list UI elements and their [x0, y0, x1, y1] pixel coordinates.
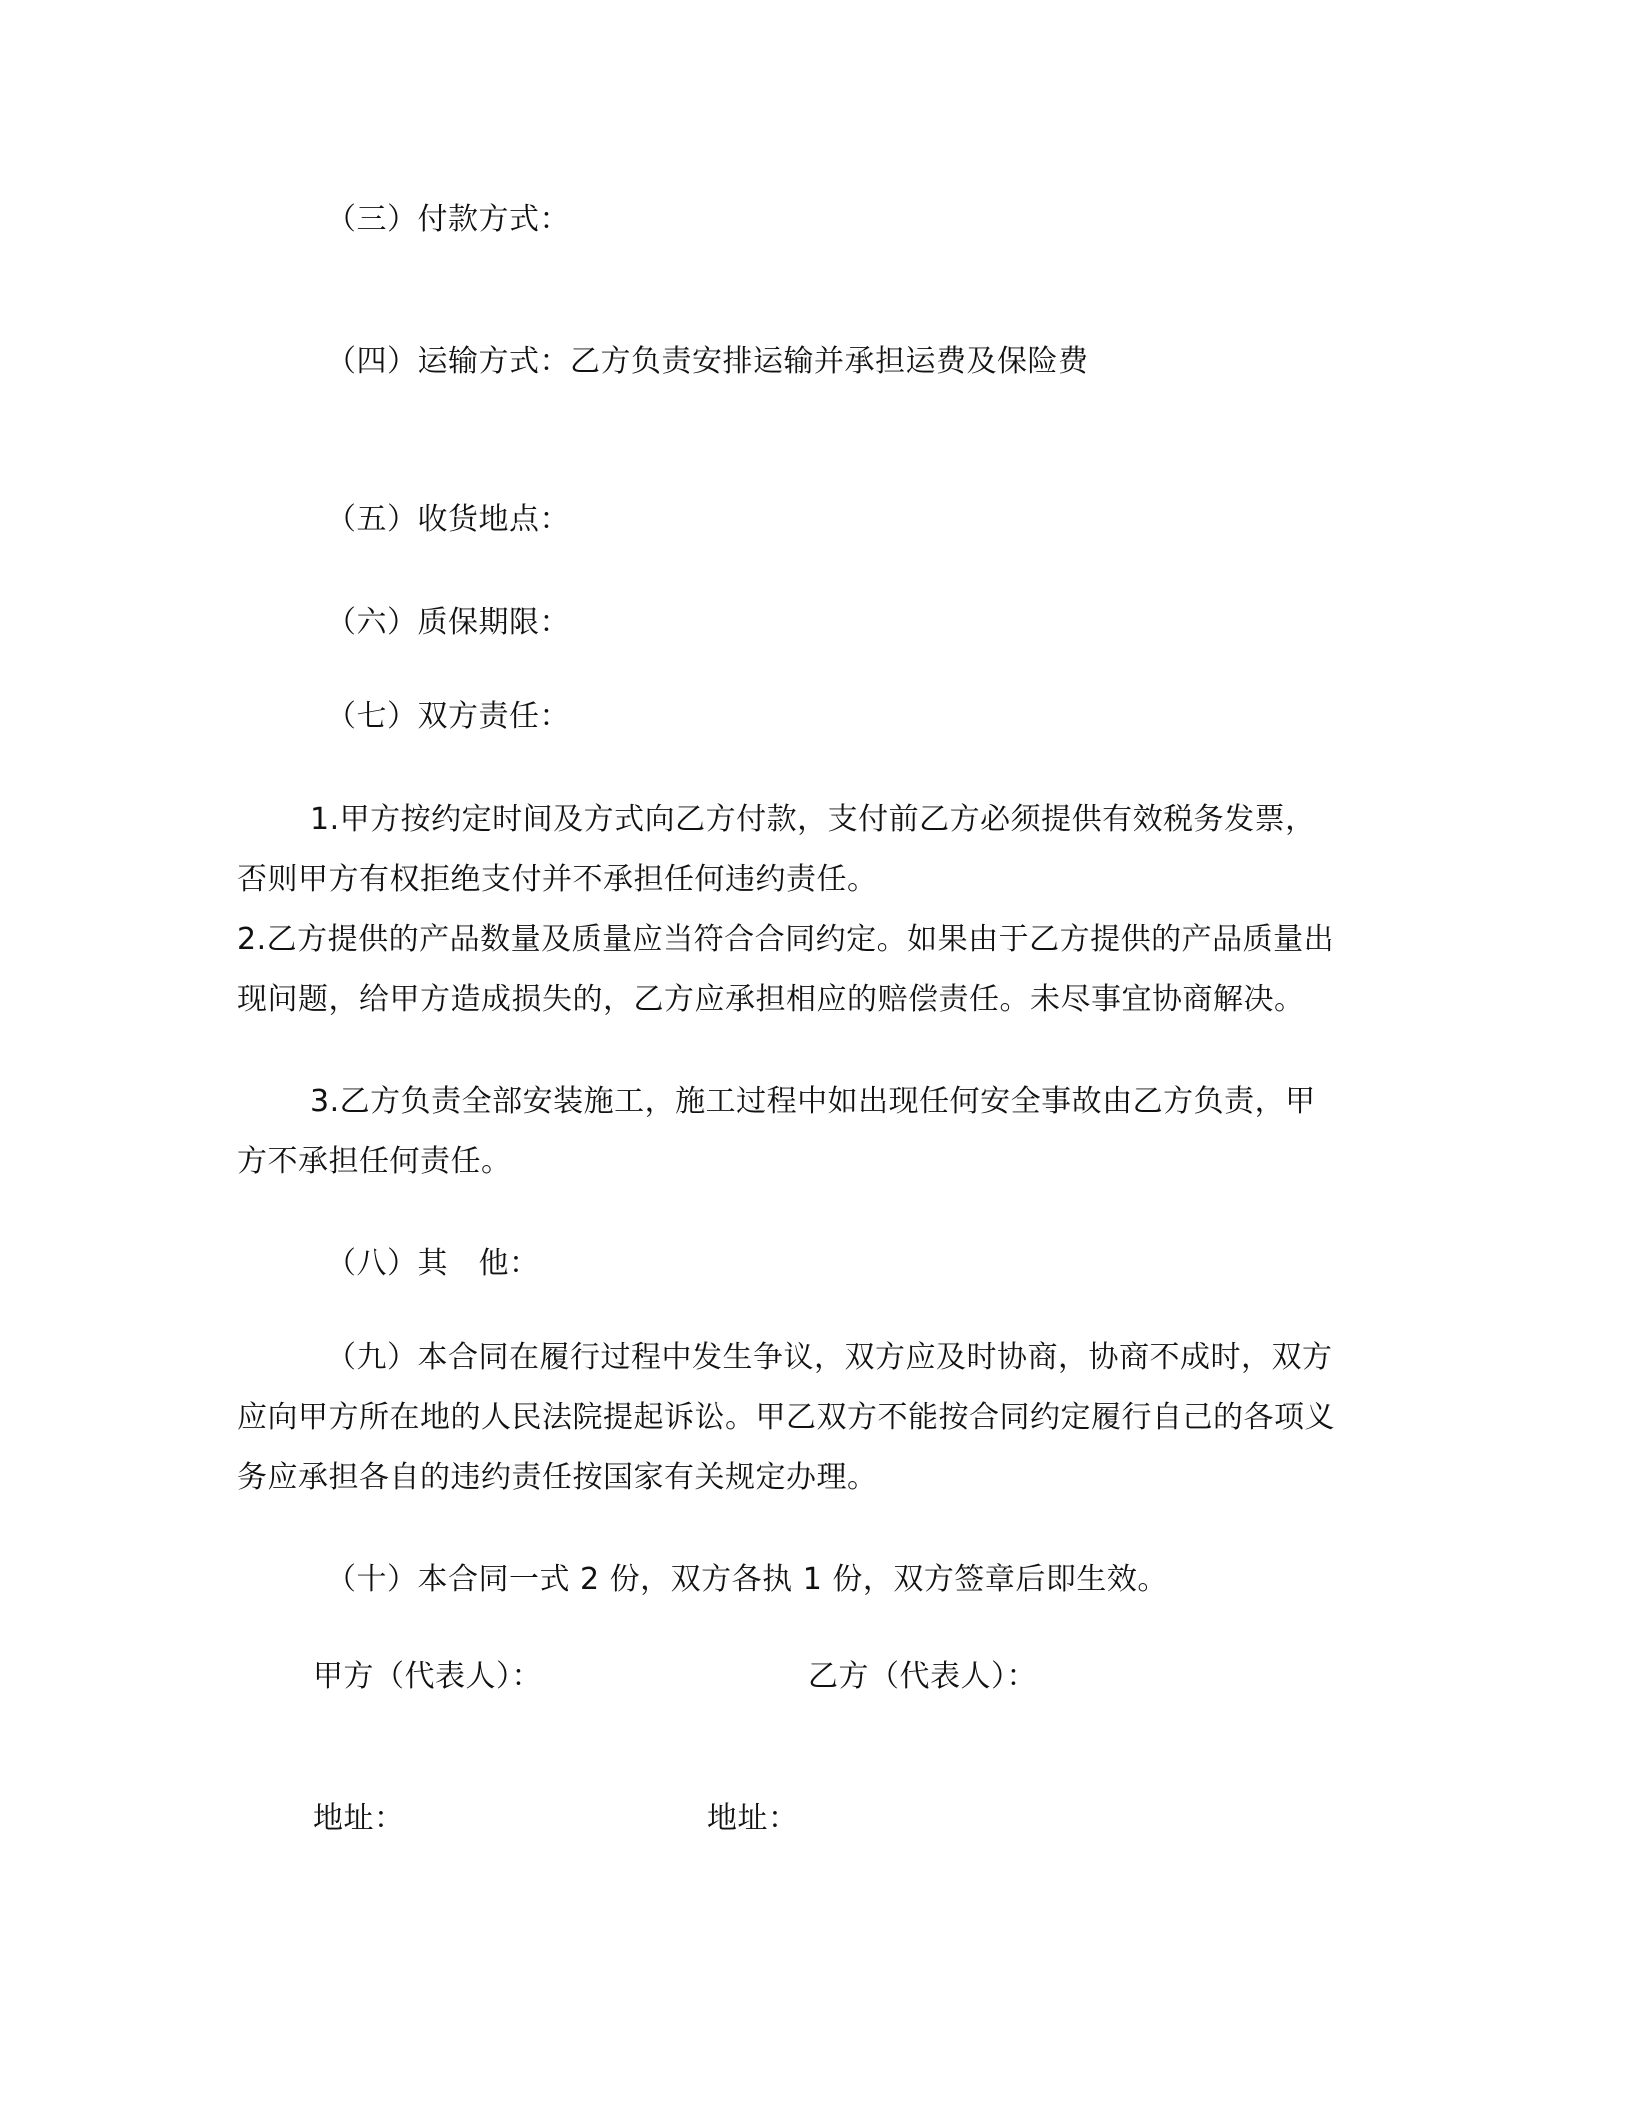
- clause-10-copies: （十）本合同一式 2 份，双方各执 1 份，双方签章后即生效。: [326, 1562, 1168, 1597]
- clause-5-delivery-location: （五）收货地点：: [326, 502, 570, 537]
- clause-7-3-line-1: 3.乙方负责全部安装施工，施工过程中如出现任何安全事故由乙方负责，甲: [310, 1084, 1316, 1119]
- party-b-address: 地址：: [707, 1801, 799, 1836]
- clause-7-3-line-2: 方不承担任何责任。: [237, 1144, 512, 1179]
- clause-7-1-line-2: 否则甲方有权拒绝支付并不承担任何违约责任。: [237, 862, 878, 897]
- clause-7-2-line-1: 2.乙方提供的产品数量及质量应当符合合同约定。如果由于乙方提供的产品质量出: [237, 922, 1335, 957]
- clause-9-line-2: 应向甲方所在地的人民法院提起诉讼。甲乙双方不能按合同约定履行自己的各项义: [237, 1400, 1335, 1435]
- clause-7-1-line-1: 1.甲方按约定时间及方式向乙方付款，支付前乙方必须提供有效税务发票，: [310, 802, 1316, 837]
- party-a-address: 地址：: [313, 1801, 405, 1836]
- clause-3-payment: （三）付款方式：: [326, 202, 570, 237]
- party-b-representative: 乙方（代表人）：: [808, 1659, 1037, 1694]
- clause-6-warranty: （六）质保期限：: [326, 605, 570, 640]
- clause-4-transport: （四）运输方式：乙方负责安排运输并承担运费及保险费: [326, 344, 1089, 379]
- clause-7-responsibilities: （七）双方责任：: [326, 699, 570, 734]
- clause-9-line-1: （九）本合同在履行过程中发生争议，双方应及时协商，协商不成时，双方: [326, 1340, 1333, 1375]
- clause-8-other: （八）其 他：: [326, 1246, 540, 1281]
- clause-7-2-line-2: 现问题，给甲方造成损失的，乙方应承担相应的赔偿责任。未尽事宜协商解决。: [237, 982, 1305, 1017]
- clause-9-line-3: 务应承担各自的违约责任按国家有关规定办理。: [237, 1460, 878, 1495]
- party-a-representative: 甲方（代表人）：: [313, 1659, 542, 1694]
